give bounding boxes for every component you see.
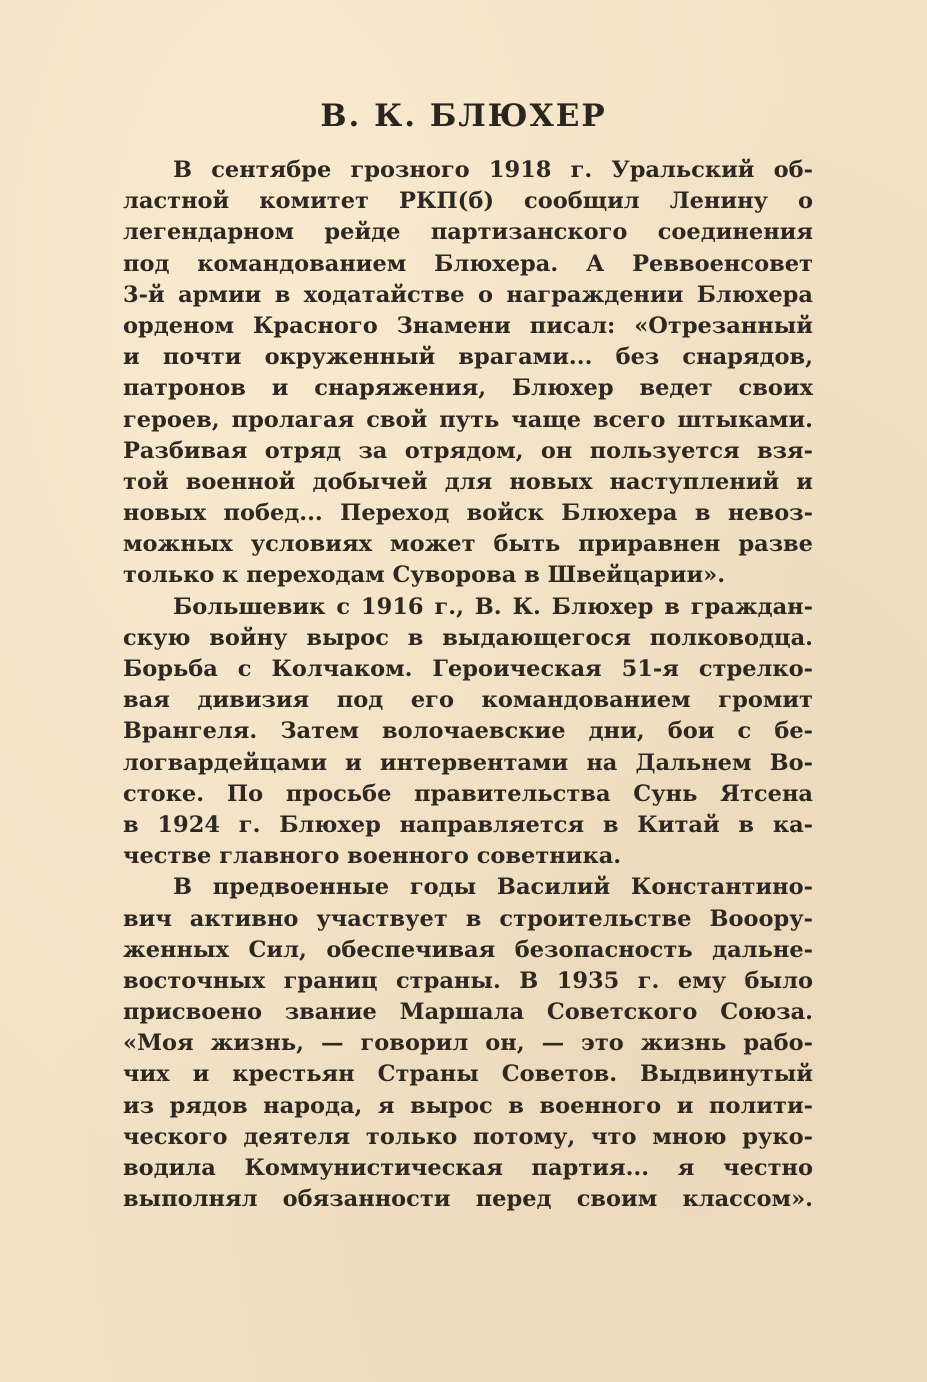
text-line: из рядов народа, я вырос в военного и полити- — [123, 1092, 813, 1119]
text-line: В сентябре грозного 1918 г. Уральский об- — [173, 157, 813, 183]
text-line: ластной комитет РКП(б) сообщил Ленину о — [123, 188, 813, 215]
text-line: логвардейцами и интервентами на Дальнем Во- — [123, 749, 813, 776]
text-line: чих и крестьян Страны Советов. Выдвинутый — [123, 1061, 813, 1088]
text-line: Врангеля. Затем волочаевские дни, бои с бе- — [123, 718, 813, 745]
text-line: героев, пролагая свой путь чаще всего штыками. — [123, 406, 813, 433]
text-line: вая дивизия под его командованием громит — [123, 687, 813, 714]
text-line: новых побед... Переход войск Блюхера в невоз- — [123, 500, 813, 527]
text-line: орденом Красного Знамени писал: «Отрезанный — [123, 312, 813, 339]
body-text — [123, 155, 813, 1215]
text-line: присвоено звание Маршала Советского Союза. — [123, 999, 813, 1026]
text-line: выполнял обязанности перед своим классом». — [123, 1186, 813, 1213]
text-line: В предвоенные годы Василий Константино- — [173, 874, 813, 901]
text-line: Борьба с Колчаком. Героическая 51-я стрелко- — [123, 656, 813, 682]
text-line: той военной добычей для новых наступлений и — [123, 468, 813, 495]
page-title: В. К. БЛЮХЕР — [320, 98, 607, 134]
text-line: женных Сил, обеспечивая безопасность дальне- — [123, 936, 813, 963]
text-line: можных условиях может быть приравнен разве — [123, 531, 813, 558]
text-line: водила Коммунистическая партия... я честно — [123, 1155, 813, 1181]
text-line: под командованием Блюхера. А Реввоенсовет — [123, 250, 813, 277]
text-line: честве главного военного советника. — [123, 843, 622, 870]
text-line: патронов и снаряжения, Блюхер ведет своих — [123, 375, 813, 402]
text-line: и почти окруженный врагами... без снарядов, — [123, 344, 813, 371]
text-line: «Моя жизнь, — говорил он, — это жизнь рабо- — [123, 1030, 813, 1057]
text-line: 3-й армии в ходатайстве о награждении Блюхера — [123, 281, 813, 308]
text-line: Большевик с 1916 г., В. К. Блюхер в граждан- — [173, 593, 813, 620]
text-line: легендарном рейде партизанского соединения — [123, 219, 813, 246]
text-line: ческого деятеля только потому, что мною руко- — [123, 1123, 813, 1150]
text-line: Разбивая отряд за отрядом, он пользуется взя- — [123, 437, 813, 464]
text-line: в 1924 г. Блюхер направляется в Китай в ка- — [123, 811, 813, 838]
text-line: вич активно участвует в строительстве Вооору- — [123, 905, 813, 932]
text-line: восточных границ страны. В 1935 г. ему было — [123, 967, 813, 994]
text-line: скую войну вырос в выдающегося полководца. — [123, 624, 813, 651]
text-line: стоке. По просьбе правительства Сунь Ятсена — [123, 780, 813, 807]
text-line: только к переходам Суворова в Швейцарии». — [123, 562, 726, 589]
